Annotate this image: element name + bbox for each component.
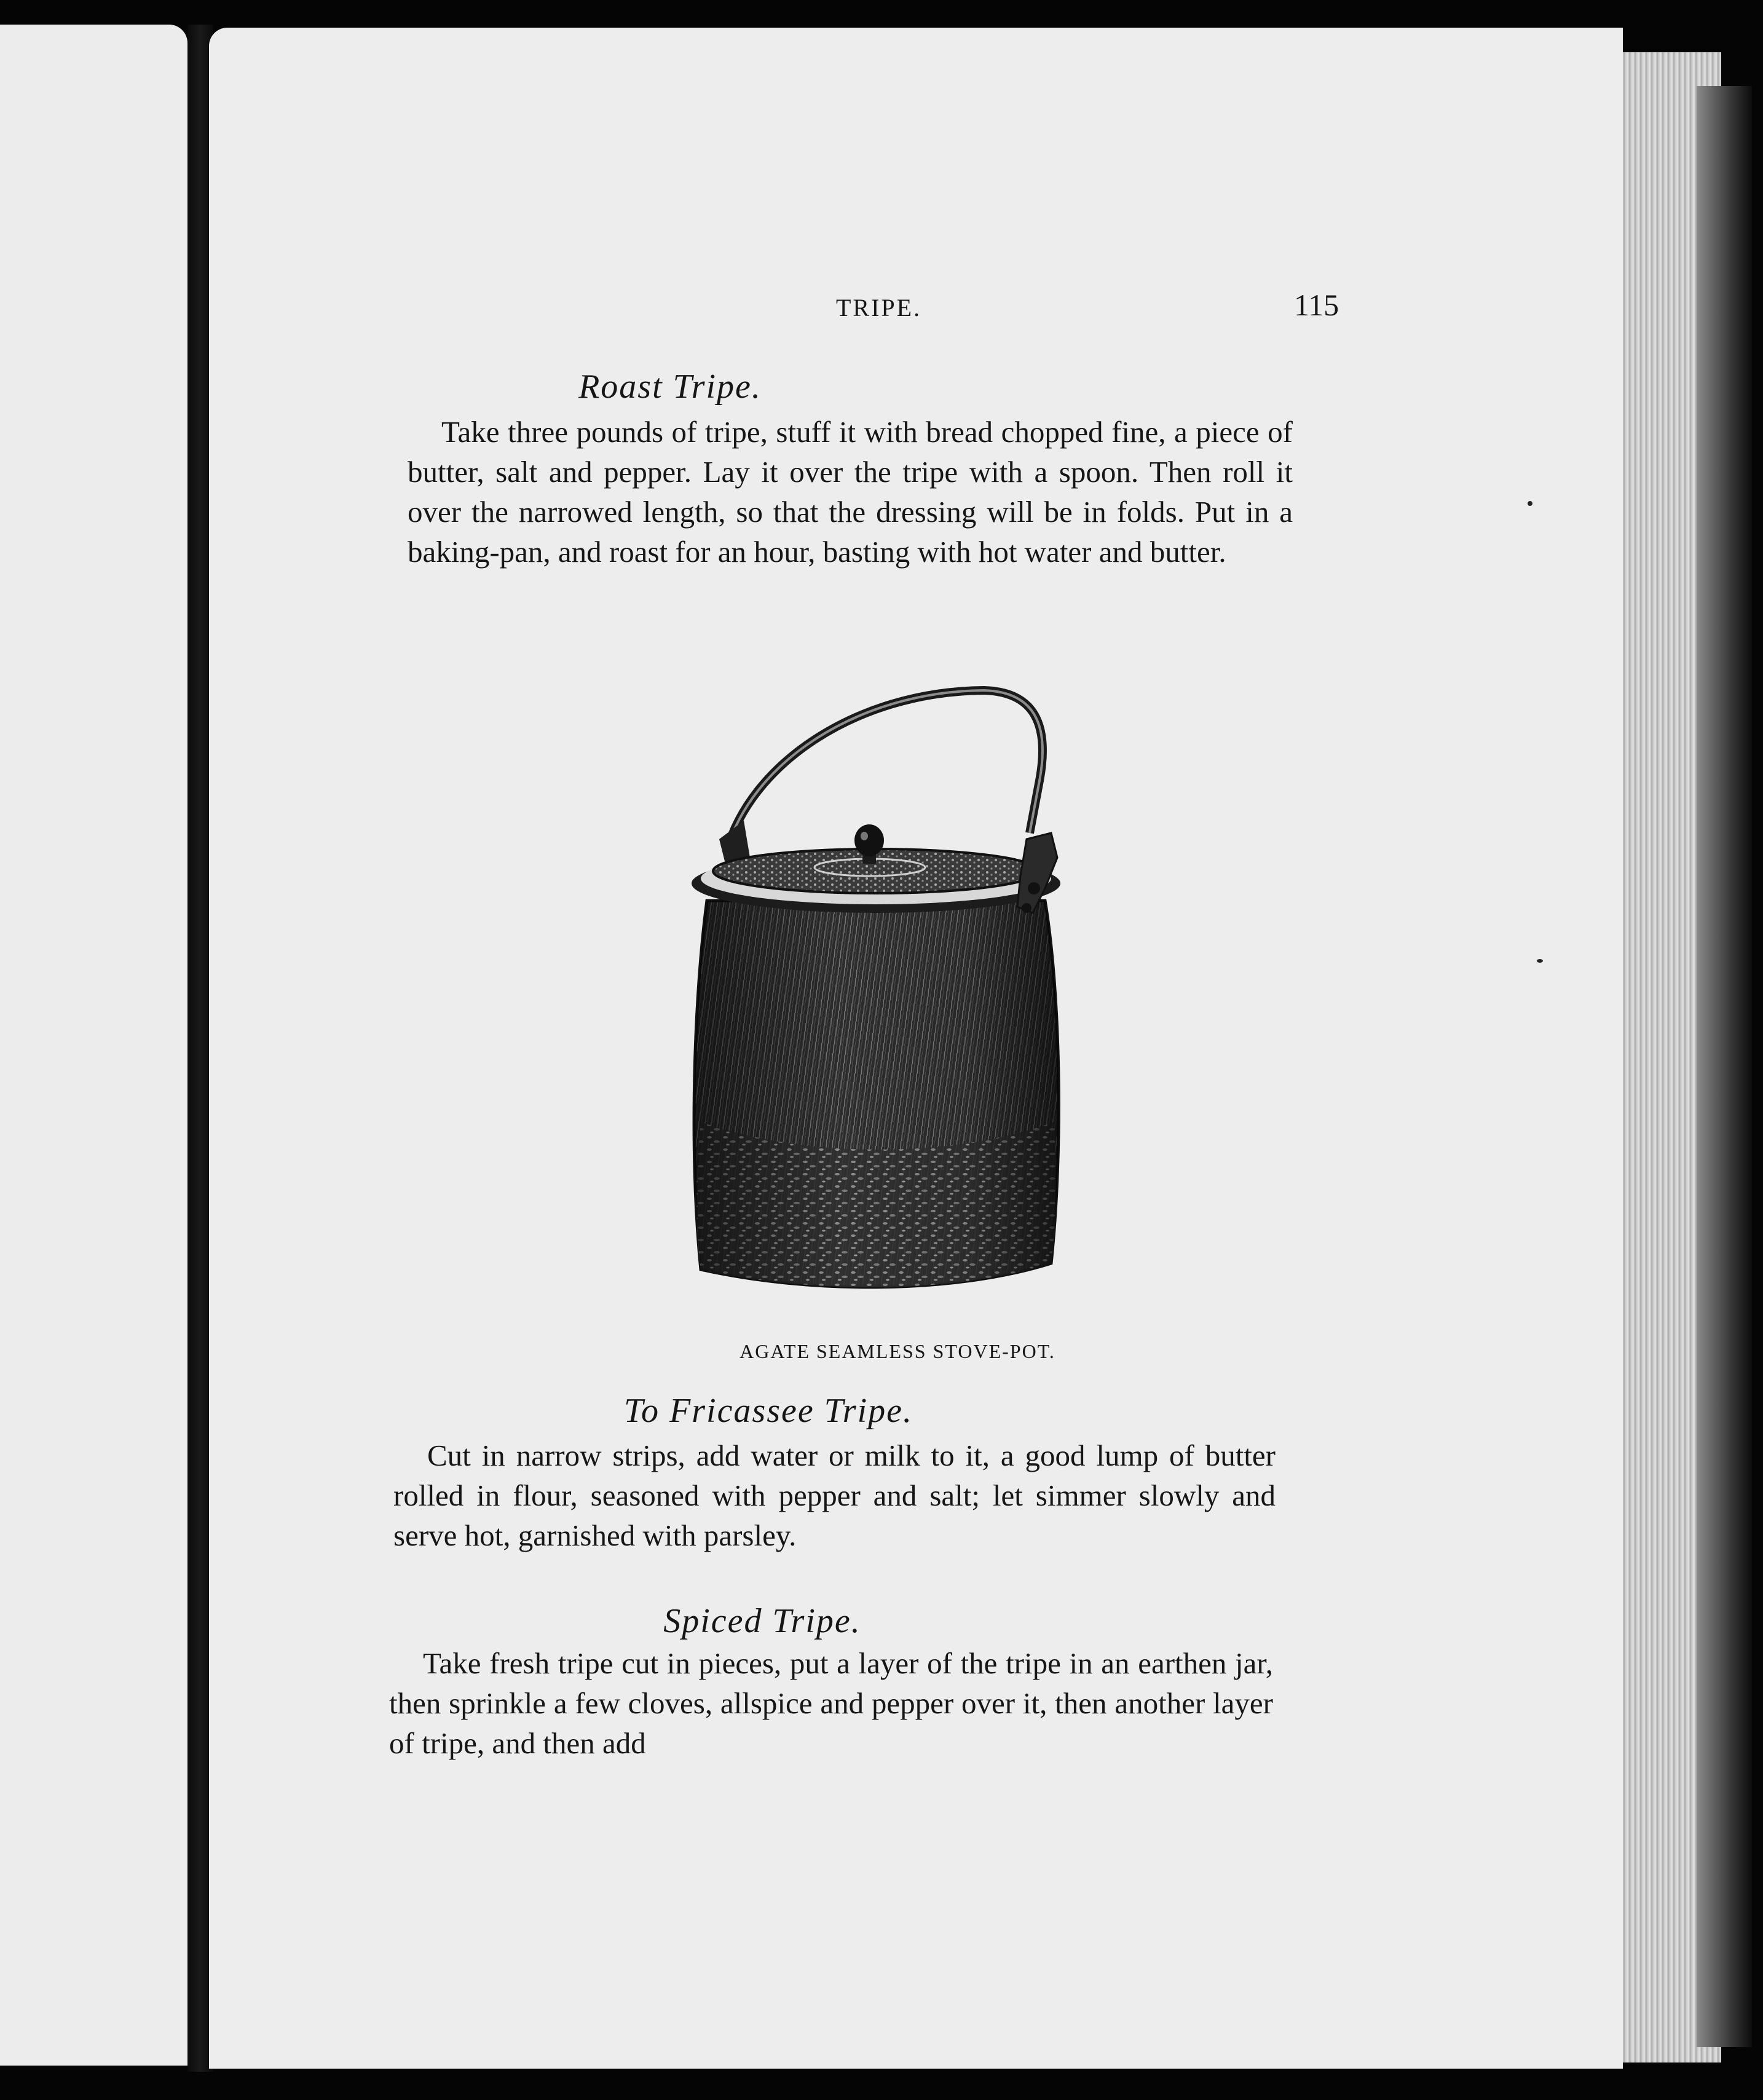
recipe-body: Cut in narrow strips, add water or milk to it, a good lump of butter rolled in flour, seasoned with pepper and salt; let simmer slowly and serve hot, garnished with parsley. [393, 1439, 1276, 1552]
page-number: 115 [1294, 288, 1339, 322]
running-head: TRIPE. [836, 294, 922, 322]
page-edges-shadow [1697, 86, 1752, 2047]
stove-pot-engraving-icon [658, 655, 1125, 1337]
recipe-title-roast-tripe: Roast Tripe. [578, 368, 762, 406]
recipe-text-fricassee-tripe [393, 1435, 1276, 1555]
recipe-body: Take three pounds of tripe, stuff it with bread chopped fine, a piece of butter, salt and pepper. Lay it over the tripe with a spoon. Then roll it over the narrowed length, so that the dressing will be in folds. Put in a baking-pan, and roast for an hour, basting with hot water and butter. [408, 415, 1293, 569]
paper-speck [1537, 959, 1543, 963]
recipe-body: Take fresh tripe cut in pieces, put a layer of the tripe in an earthen jar, then sprinkle a few cloves, allspice and pepper over it, then another layer of tripe, and then add [389, 1646, 1273, 1760]
recipe-text-roast-tripe [408, 412, 1293, 572]
right-page [209, 28, 1623, 2069]
left-page [0, 25, 187, 2066]
illustration-caption: AGATE SEAMLESS STOVE-POT. [740, 1340, 1055, 1362]
paper-speck [1528, 501, 1532, 506]
recipe-text-spiced-tripe [389, 1643, 1273, 1763]
recipe-title-fricassee-tripe: To Fricassee Tripe. [624, 1392, 913, 1430]
recipe-title-spiced-tripe: Spiced Tripe. [663, 1602, 861, 1640]
